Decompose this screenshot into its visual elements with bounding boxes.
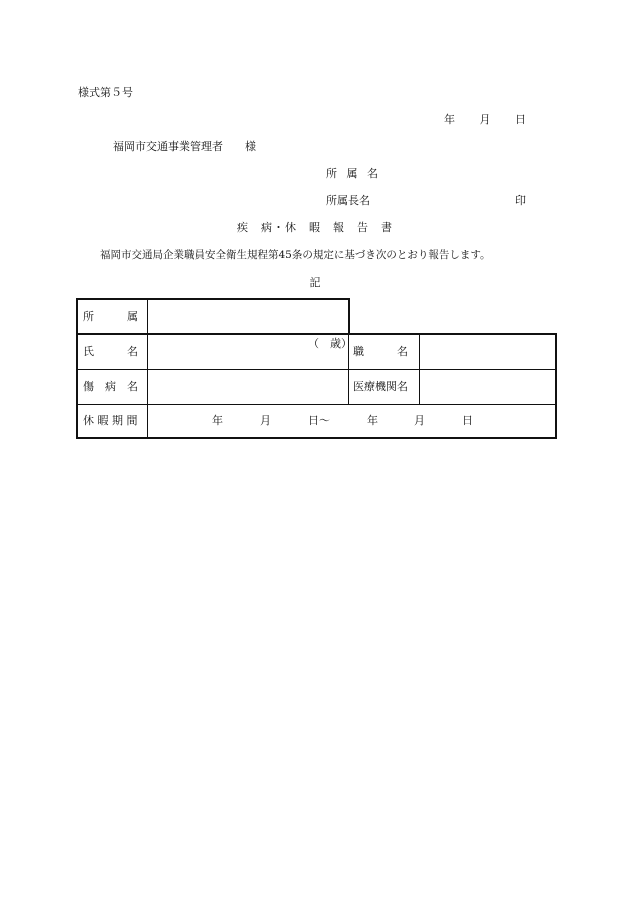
label-medical-institution: 医療機関名 [353, 380, 408, 393]
period-end-day: 日 [462, 414, 473, 427]
row-divider-2 [78, 404, 555, 405]
department-head-label: 所属長名 [326, 194, 370, 207]
date-line [444, 113, 526, 127]
period-end-month: 月 [414, 414, 425, 427]
label-leave-period: 休 暇 期 間 [83, 414, 138, 427]
form-number: 様式第５号 [78, 86, 133, 99]
addressee-honorific: 様 [245, 140, 256, 153]
body-text: 福岡市交通局企業職員安全衛生規程第45条の規定に基づき次のとおり報告します。 [100, 249, 491, 261]
ki-heading: 記 [309, 276, 321, 289]
age-note: （ 歳） [308, 337, 352, 350]
seal-mark: 印 [515, 194, 526, 207]
label-name: 氏 名 [83, 345, 138, 358]
department-label: 所 属 名 [326, 167, 381, 180]
period-end-year: 年 [367, 414, 378, 427]
addressee [113, 140, 256, 154]
right-label-divider [419, 335, 420, 404]
date-month: 月 [479, 113, 491, 126]
period-start-month: 月 [260, 414, 271, 427]
date-day: 日 [515, 113, 526, 126]
period-start-year: 年 [212, 414, 223, 427]
period-start-day: 日〜 [308, 414, 330, 427]
document-title: 疾 病・休 暇 報 告 書 [237, 221, 393, 234]
label-job-title: 職 名 [353, 345, 408, 358]
row-divider-1 [78, 369, 555, 370]
label-illness: 傷 病 名 [83, 380, 138, 393]
date-year: 年 [444, 113, 455, 126]
addressee-name: 福岡市交通事業管理者 [113, 140, 223, 153]
label-department: 所 属 [83, 310, 138, 323]
